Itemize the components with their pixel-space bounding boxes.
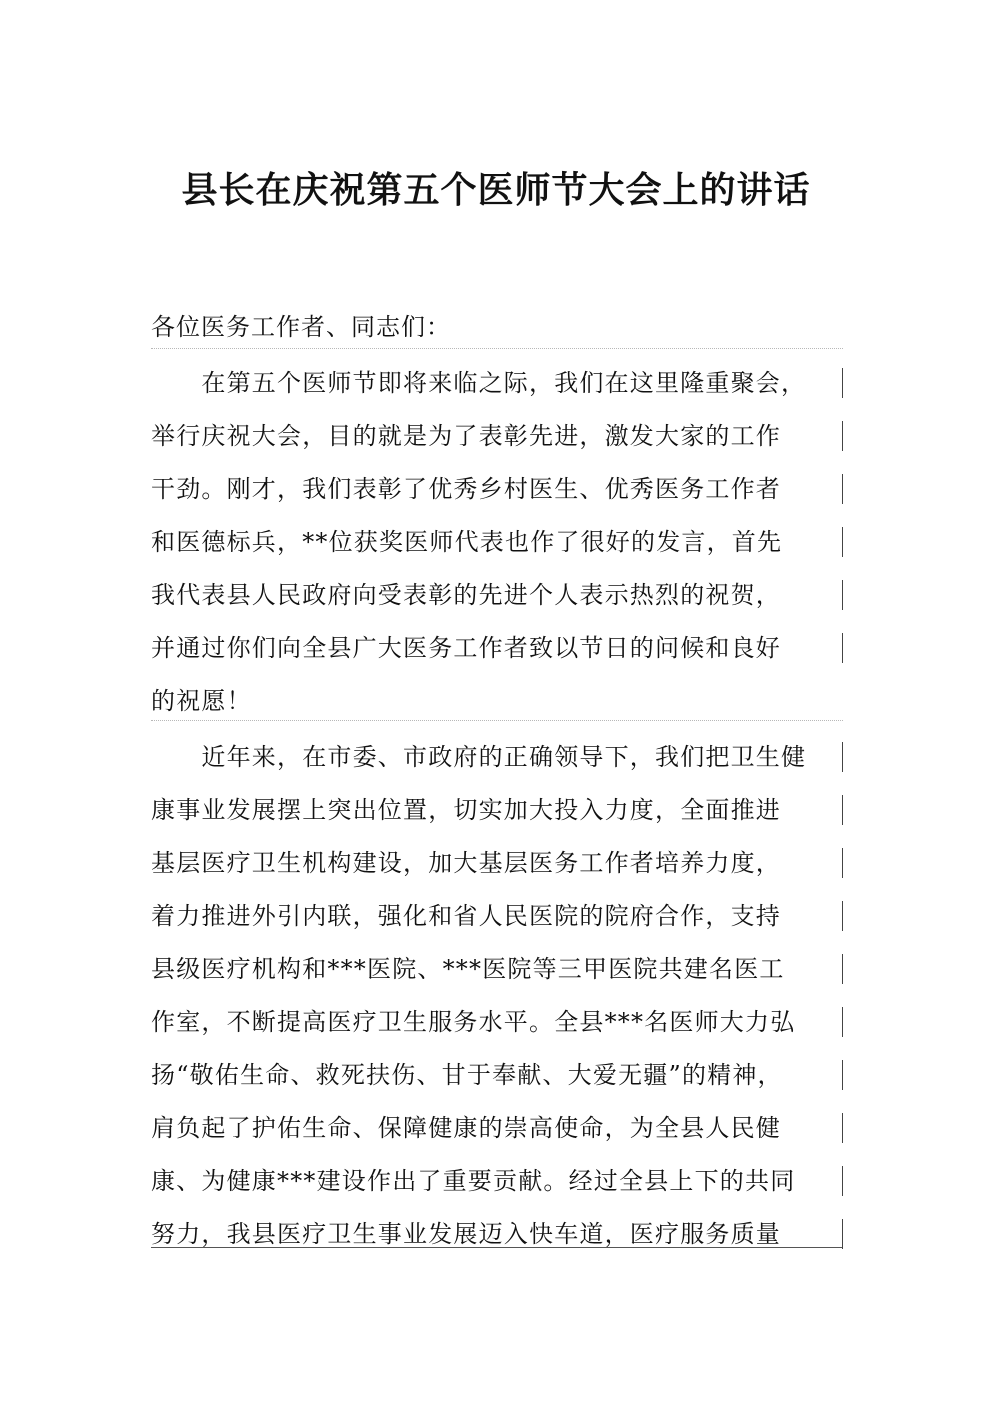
divider: [151, 1247, 843, 1248]
paragraph: [151, 731, 843, 1261]
margin-tick-mark: [842, 421, 843, 451]
salutation: 各位医务工作者、同志们：: [151, 313, 451, 341]
text-line: 肩负起了护佑生命、保障健康的崇高使命，为全县人民健: [151, 1114, 781, 1142]
text-line: 努力，我县医疗卫生事业发展迈入快车道，医疗服务质量: [151, 1220, 781, 1248]
document-title: 县长在庆祝第五个医师节大会上的讲话: [181, 169, 811, 211]
margin-tick-mark: [842, 742, 843, 772]
margin-tick-mark: [842, 474, 843, 504]
divider: [151, 720, 843, 721]
text-line: 和医德标兵，**位获奖医师代表也作了很好的发言，首先: [151, 528, 783, 556]
text-line: 着力推进外引内联，强化和省人民医院的院府合作，支持: [151, 902, 781, 930]
divider: [151, 348, 843, 349]
text-line: 举行庆祝大会，目的就是为了表彰先进，激发大家的工作: [151, 422, 781, 450]
text-line: 近年来，在市委、市政府的正确领导下，我们把卫生健: [151, 743, 807, 771]
margin-tick-mark: [842, 368, 843, 398]
text-line: 并通过你们向全县广大医务工作者致以节日的问候和良好: [151, 634, 781, 662]
text-line: 作室，不断提高医疗卫生服务水平。全县***名医师大力弘: [151, 1008, 796, 1036]
margin-tick-mark: [842, 1007, 843, 1037]
margin-tick-mark: [842, 580, 843, 610]
margin-tick-mark: [842, 795, 843, 825]
margin-tick-mark: [842, 1219, 843, 1249]
text-line: 康事业发展摆上突出位置，切实加大投入力度，全面推进: [151, 796, 781, 824]
margin-tick-mark: [842, 1166, 843, 1196]
text-line: 干劲。刚才，我们表彰了优秀乡村医生、优秀医务工作者: [151, 475, 781, 503]
margin-tick-mark: [842, 633, 843, 663]
text-line: 康、为健康***建设作出了重要贡献。经过全县上下的共同: [151, 1167, 796, 1195]
text-line: 扬“敬佑生命、救死扶伤、甘于奉献、大爱无疆”的精神，: [151, 1061, 783, 1089]
margin-tick-mark: [842, 1113, 843, 1143]
margin-tick-mark: [842, 527, 843, 557]
text-line: 我代表县人民政府向受表彰的先进个人表示热烈的祝贺，: [151, 581, 781, 609]
paragraph: [151, 357, 843, 728]
text-line: 的祝愿！: [151, 687, 252, 715]
text-line: 县级医疗机构和***医院、***医院等三甲医院共建名医工: [151, 955, 785, 983]
text-line: 在第五个医师节即将来临之际，我们在这里隆重聚会，: [151, 369, 807, 397]
margin-tick-mark: [842, 954, 843, 984]
margin-tick-mark: [842, 1060, 843, 1090]
text-line: 基层医疗卫生机构建设，加大基层医务工作者培养力度，: [151, 849, 781, 877]
margin-tick-mark: [842, 848, 843, 878]
margin-tick-mark: [842, 901, 843, 931]
